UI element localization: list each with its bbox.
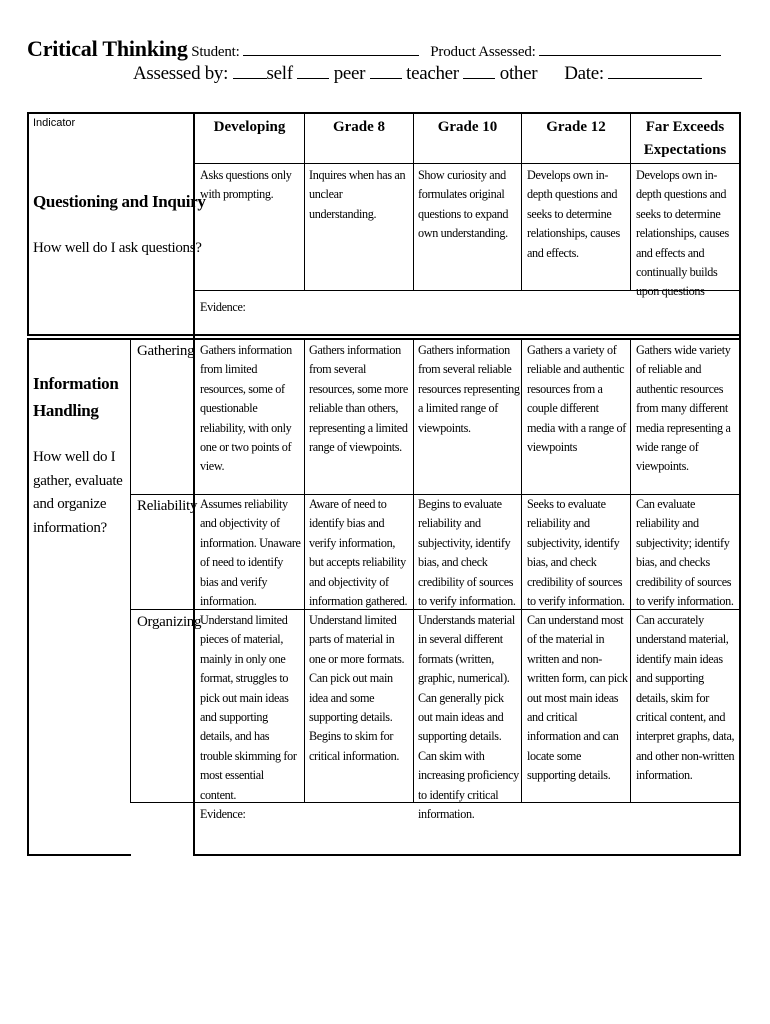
table-border-right xyxy=(739,112,741,856)
product-label: Product Assessed: xyxy=(430,44,536,60)
table-border-left-top xyxy=(27,112,29,335)
cell-organizing-grade-12: Can understand most of the material in written and non-written form, can pick out most main ideas and critical information and can locate some supporting details. xyxy=(527,613,628,783)
student-label: Student: xyxy=(191,44,240,60)
sublabel-divider xyxy=(130,338,131,803)
col-header-grade-8: Grade 8 xyxy=(332,119,386,135)
cell-organizing-developing: Understand limited pieces of material, mainly in only one format, struggles to pick out main ideas and supporting details, and has trouble skimming for most essential content. xyxy=(200,613,297,802)
date-label: Date: xyxy=(564,63,604,84)
sub-label-organizing: Organizing xyxy=(137,614,202,630)
self-field[interactable] xyxy=(233,77,267,79)
cell-questioning-grade-8: Inquires when has an unclear understanding. xyxy=(309,168,406,221)
product-field[interactable] xyxy=(539,54,721,56)
col-divider-3b xyxy=(521,338,522,803)
cell-questioning-grade-10: Show curiosity and formulates original questions to expand own understanding. xyxy=(418,168,509,241)
sub-label-gathering: Gathering xyxy=(137,343,195,359)
cell-organizing-far-exceeds: Can accurately understand material, identify main ideas and supporting details, skim for critical content, and interpret graphs, data, and other non-written information. xyxy=(636,613,735,783)
cell-gathering-grade-10: Gathers information from several reliable resources representing a limited range of viewpoints. xyxy=(418,343,520,435)
evidence-field-1[interactable] xyxy=(196,291,738,333)
col-divider-4b xyxy=(630,338,631,803)
section-title-questioning: Questioning and Inquiry xyxy=(33,192,206,211)
header-line-2 xyxy=(133,63,702,85)
assessed-by-label: Assessed by: xyxy=(133,63,229,84)
section-title-information-handling: Information Handling xyxy=(33,374,119,420)
evidence-label-2: Evidence: xyxy=(200,807,246,821)
self-label: self xyxy=(266,63,293,84)
cell-reliability-far-exceeds: Can evaluate reliability and subjectivity; identify bias, and checks credibility of sources to verify information. xyxy=(636,497,734,609)
section-divider-bottom xyxy=(27,338,741,340)
cell-questioning-far-exceeds: Develops own in-depth questions and seeks to determine relationships, causes and effects and continually builds upon questions xyxy=(636,168,729,299)
header-rule xyxy=(194,163,741,164)
cell-gathering-developing: Gathers information from limited resources, some of questionable reliability, with only one or two points of view. xyxy=(200,343,292,474)
cell-reliability-grade-8: Aware of need to identify bias and verify information, but accepts reliability and objectivity of information gathered. xyxy=(309,497,408,609)
cell-organizing-grade-10: Understands material in several different formats (written, graphic, numerical). Can generally pick out main ideas and supporting details. Can skim with increasing proficiency to identify critical information. xyxy=(418,613,519,822)
col-divider-1b xyxy=(304,338,305,803)
cell-reliability-developing: Assumes reliability and objectivity of information. Unaware of need to identify bias and verify information. xyxy=(200,497,301,609)
cell-gathering-far-exceeds: Gathers wide variety of reliable and authentic resources from many different media representing a wide range of viewpoints. xyxy=(636,343,731,474)
header-line-1 xyxy=(27,36,721,62)
cell-organizing-grade-8: Understand limited parts of material in one or more formats. Can pick out main idea and some supporting details. Begins to skim for critical information. xyxy=(309,613,405,763)
col-header-developing: Developing xyxy=(213,119,286,135)
cell-reliability-grade-12: Seeks to evaluate reliability and subjectivity, identify bias, and check credibility of sources to verify information. xyxy=(527,497,625,609)
table-border-left-bottom xyxy=(27,338,29,856)
student-field[interactable] xyxy=(243,54,419,56)
peer-field[interactable] xyxy=(297,77,329,79)
section-question-information-handling: How well do I gather, evaluate and organize information? xyxy=(33,449,123,536)
indicator-header: Indicator xyxy=(33,117,76,129)
col-divider-2b xyxy=(413,338,414,803)
cell-gathering-grade-12: Gathers a variety of reliable and authentic resources from a couple different media with a range of viewpoints xyxy=(527,343,626,455)
page-title: Critical Thinking xyxy=(27,36,188,61)
table-border-bottom-right xyxy=(194,854,741,856)
sub-label-reliability: Reliability xyxy=(137,498,198,514)
col-header-far-exceeds: Far Exceeds Expectations xyxy=(643,119,727,158)
evidence-label-1: Evidence: xyxy=(200,300,246,314)
section-divider-top xyxy=(27,334,741,336)
table-border-top xyxy=(27,112,741,114)
table-border-bottom-left xyxy=(27,854,131,856)
indicator-divider xyxy=(193,112,195,856)
teacher-label: teacher xyxy=(406,63,459,84)
cell-gathering-grade-8: Gathers information from several resources, some more reliable than others, representing a limited range of viewpoints. xyxy=(309,343,408,455)
col-header-grade-10: Grade 10 xyxy=(437,119,498,135)
cell-questioning-developing: Asks questions only with prompting. xyxy=(200,168,292,202)
evidence-field-2[interactable] xyxy=(196,803,738,853)
date-field[interactable] xyxy=(608,77,702,79)
teacher-field[interactable] xyxy=(370,77,402,79)
cell-reliability-grade-10: Begins to evaluate reliability and subjectivity, identify bias, and check credibility of sources to verify information. xyxy=(418,497,516,609)
cell-questioning-grade-12: Develops own in-depth questions and seeks to determine relationships, causes and effects. xyxy=(527,168,620,260)
other-label: other xyxy=(499,63,538,84)
col-header-grade-12: Grade 12 xyxy=(546,119,606,135)
other-field[interactable] xyxy=(463,77,495,79)
peer-label: peer xyxy=(333,63,366,84)
section-question-questioning: How well do I ask questions? xyxy=(33,240,202,256)
